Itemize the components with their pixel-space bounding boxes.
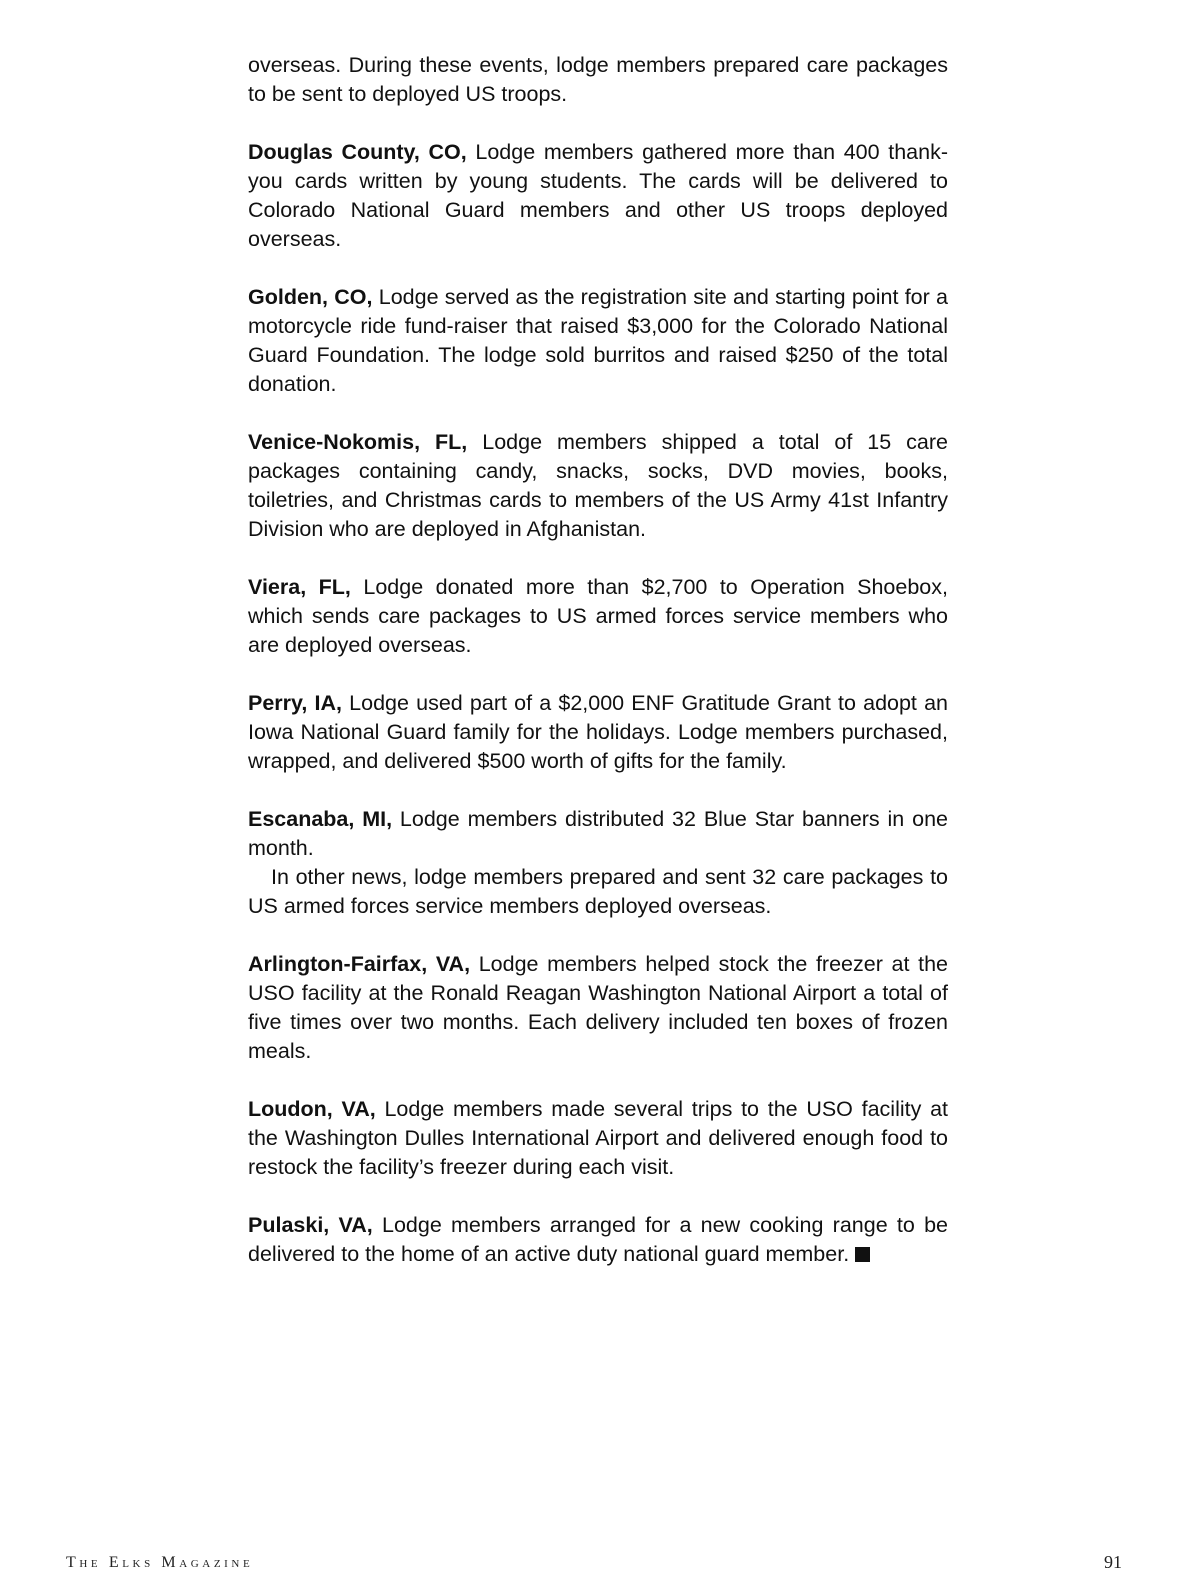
entry-text: Lodge members made several trips to the USO facility at the Washington Dulles International Airport and delivered enough food to restock the facility’s freezer during each visit.	[248, 1097, 948, 1179]
entry-pulaski	[248, 1211, 948, 1269]
entry-venice-nokomis	[248, 428, 948, 544]
lodge-name: Venice-Nokomis, FL,	[248, 430, 468, 454]
entry-text: Lodge members distributed 32 Blue Star banners in one month.	[248, 807, 948, 860]
lodge-name: Perry, IA,	[248, 691, 343, 715]
entry-text: Lodge members gathered more than 400 thank-you cards written by young students. The cards will be delivered to Colorado National Guard members and other US troops deployed overseas.	[248, 140, 948, 251]
lodge-name: Douglas County, CO,	[248, 140, 467, 164]
entry-arlington-fairfax	[248, 950, 948, 1066]
intro-paragraph: overseas. During these events, lodge members prepared care packages to be sent to deployed US troops.	[248, 53, 948, 106]
entry-perry	[248, 689, 948, 776]
lodge-name: Loudon, VA,	[248, 1097, 376, 1121]
entry-text: Lodge donated more than $2,700 to Operation Shoebox, which sends care packages to US armed forces service members who are deployed overseas.	[248, 575, 948, 657]
entry-viera	[248, 573, 948, 660]
article-column	[248, 51, 948, 1298]
entry-text: Lodge used part of a $2,000 ENF Gratitude Grant to adopt an Iowa National Guard family for the holidays. Lodge members purchased, wrapped, and delivered $500 worth of gifts for the family.	[248, 691, 948, 773]
lodge-name: Golden, CO,	[248, 285, 373, 309]
entry-escanaba	[248, 805, 948, 863]
entry-text: Lodge members shipped a total of 15 care packages containing candy, snacks, socks, DVD movies, books, toiletries, and Christmas cards to members of the US Army 41st Infantry Division who are deployed in Afghanistan.	[248, 430, 948, 541]
lodge-name: Arlington-Fairfax, VA,	[248, 952, 471, 976]
lodge-name: Escanaba, MI,	[248, 807, 393, 831]
entry-loudon	[248, 1095, 948, 1182]
footer-page-number: 91	[1104, 1552, 1122, 1572]
entry-douglas-county	[248, 138, 948, 254]
lodge-name: Pulaski, VA,	[248, 1213, 373, 1237]
entry-text: Lodge served as the registration site and starting point for a motorcycle ride fund-raiser that raised $3,000 for the Colorado National Guard Foundation. The lodge sold burritos and raised $250 of the total donation.	[248, 285, 948, 396]
lodge-name: Viera, FL,	[248, 575, 351, 599]
entry-golden	[248, 283, 948, 399]
end-of-article-square-icon	[855, 1247, 870, 1262]
footer-publication-title: The Elks Magazine	[66, 1554, 254, 1571]
entry-text: Lodge members arranged for a new cooking range to be delivered to the home of an active duty national guard member.	[248, 1213, 948, 1266]
entry-text: Lodge members helped stock the freezer at the USO facility at the Ronald Reagan Washington National Airport a total of five times over two months. Each delivery included ten boxes of frozen meals.	[248, 952, 948, 1063]
entry-escanaba-continuation: In other news, lodge members prepared and sent 32 care packages to US armed forces service members deployed overseas.	[248, 865, 948, 918]
